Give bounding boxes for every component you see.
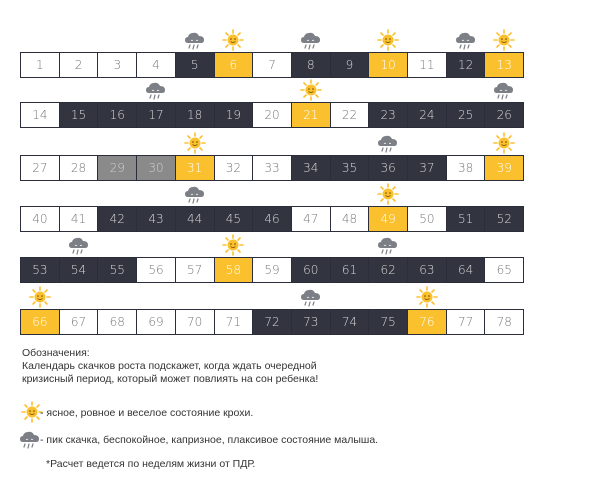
sun-icon	[376, 29, 400, 51]
week-number: 27	[32, 161, 48, 175]
week-number: 2	[74, 58, 83, 72]
week-number: 63	[419, 263, 435, 277]
week-cell-19	[214, 102, 254, 128]
week-cell-69	[136, 309, 176, 335]
week-cell-59	[252, 257, 292, 283]
calendar-row	[20, 102, 576, 128]
week-number: 17	[148, 108, 164, 122]
week-number: 39	[496, 161, 512, 175]
week-cell-73	[291, 309, 331, 335]
week-number: 47	[303, 212, 319, 226]
week-number: 71	[225, 315, 241, 329]
rain-cloud-icon	[299, 286, 323, 308]
week-cell-70	[175, 309, 215, 335]
week-cell-49	[368, 206, 408, 232]
week-cell-43	[136, 206, 176, 232]
week-cell-51	[446, 206, 486, 232]
week-cell-24	[407, 102, 447, 128]
week-number: 4	[152, 58, 160, 72]
week-cell-64	[446, 257, 486, 283]
legend-block	[22, 347, 318, 386]
week-cell-47	[291, 206, 331, 232]
week-number: 24	[419, 108, 435, 122]
week-number: 28	[70, 161, 87, 175]
week-number: 1	[36, 58, 44, 72]
week-cell-34	[291, 155, 331, 181]
week-cell-36	[368, 155, 408, 181]
week-cell-57	[175, 257, 215, 283]
week-number: 12	[457, 58, 474, 72]
week-cell-22	[330, 102, 370, 128]
week-cell-53	[20, 257, 60, 283]
week-cell-41	[59, 206, 99, 232]
week-number: 26	[496, 108, 512, 122]
week-number: 58	[225, 263, 241, 277]
week-number: 62	[380, 263, 396, 277]
week-number: 53	[32, 263, 48, 277]
sun-icon	[221, 234, 245, 256]
week-cell-35	[330, 155, 370, 181]
week-cell-10	[368, 52, 408, 78]
week-cell-32	[214, 155, 254, 181]
week-cell-65	[484, 257, 524, 283]
week-cell-72	[252, 309, 292, 335]
week-number: 38	[457, 161, 474, 175]
week-number: 43	[148, 212, 164, 226]
week-number: 73	[303, 315, 319, 329]
week-cell-55	[97, 257, 137, 283]
week-cell-38	[446, 155, 486, 181]
week-cell-74	[330, 309, 370, 335]
week-cell-3	[97, 52, 137, 78]
week-number: 46	[264, 212, 280, 226]
rain-cloud-icon	[183, 183, 207, 205]
week-cell-21	[291, 102, 331, 128]
sun-icon	[183, 132, 207, 154]
legend-description-line-2: кризисный период, который может повлиять на сон ребенка!	[22, 373, 319, 385]
week-cell-7	[252, 52, 292, 78]
week-cell-39	[484, 155, 524, 181]
week-cell-30	[136, 155, 176, 181]
week-number: 67	[70, 315, 87, 329]
week-cell-76	[407, 309, 447, 335]
week-cell-58	[214, 257, 254, 283]
week-cell-63	[407, 257, 447, 283]
footnote: *Расчет ведется по неделям жизни от ПДР.	[46, 458, 256, 470]
legend-description-line-1: Календарь скачков роста подскажет, когда ждать очередной	[22, 360, 317, 372]
week-number: 78	[496, 315, 512, 329]
week-cell-25	[446, 102, 486, 128]
week-cell-29	[97, 155, 137, 181]
week-cell-66	[20, 309, 60, 335]
week-number: 72	[264, 315, 280, 329]
week-number: 64	[457, 263, 474, 277]
week-number: 61	[341, 263, 358, 277]
week-number: 36	[380, 161, 396, 175]
week-cell-54	[59, 257, 99, 283]
week-number: 6	[229, 58, 238, 72]
sun-icon	[28, 286, 52, 308]
week-cell-62	[368, 257, 408, 283]
week-number: 18	[187, 108, 203, 122]
week-number: 74	[341, 315, 358, 329]
week-cell-12	[446, 52, 486, 78]
week-number: 37	[419, 161, 435, 175]
week-cell-13	[484, 52, 524, 78]
week-number: 30	[148, 161, 164, 175]
week-cell-37	[407, 155, 447, 181]
week-number: 41	[70, 212, 87, 226]
week-cell-60	[291, 257, 331, 283]
week-number: 23	[380, 108, 396, 122]
week-number: 5	[190, 58, 199, 72]
week-number: 76	[419, 315, 435, 329]
sun-icon	[492, 132, 516, 154]
week-number: 21	[303, 108, 319, 122]
week-cell-6	[214, 52, 254, 78]
week-number: 13	[496, 58, 512, 72]
sun-icon	[492, 29, 516, 51]
week-cell-42	[97, 206, 137, 232]
week-cell-61	[330, 257, 370, 283]
week-cell-48	[330, 206, 370, 232]
week-cell-33	[252, 155, 292, 181]
week-cell-67	[59, 309, 99, 335]
week-number: 44	[187, 212, 203, 226]
week-number: 20	[264, 108, 280, 122]
week-number: 15	[70, 108, 87, 122]
week-number: 34	[303, 161, 319, 175]
week-cell-1	[20, 52, 60, 78]
calendar-row	[20, 257, 576, 283]
week-cell-71	[214, 309, 254, 335]
sun-icon	[376, 183, 400, 205]
week-number: 32	[225, 161, 241, 175]
sun-icon	[415, 286, 439, 308]
week-number: 69	[148, 315, 164, 329]
week-number: 52	[496, 212, 512, 226]
week-number: 75	[380, 315, 396, 329]
rain-cloud-icon	[67, 234, 91, 256]
week-number: 40	[32, 212, 48, 226]
rain-cloud-icon	[492, 79, 516, 101]
week-cell-40	[20, 206, 60, 232]
week-number: 70	[187, 315, 203, 329]
week-number: 16	[109, 108, 125, 122]
week-cell-52	[484, 206, 524, 232]
week-cell-28	[59, 155, 99, 181]
week-number: 50	[419, 212, 435, 226]
week-number: 19	[225, 108, 241, 122]
week-cell-27	[20, 155, 60, 181]
week-cell-50	[407, 206, 447, 232]
week-cell-26	[484, 102, 524, 128]
week-cell-16	[97, 102, 137, 128]
week-number: 55	[109, 263, 125, 277]
week-number: 68	[109, 315, 125, 329]
week-cell-45	[214, 206, 254, 232]
week-cell-14	[20, 102, 60, 128]
week-number: 33	[264, 161, 280, 175]
week-cell-56	[136, 257, 176, 283]
week-cell-77	[446, 309, 486, 335]
week-number: 56	[148, 263, 164, 277]
week-number: 31	[187, 161, 203, 175]
week-cell-68	[97, 309, 137, 335]
week-cell-2	[59, 52, 99, 78]
week-number: 51	[457, 212, 474, 226]
week-number: 66	[32, 315, 48, 329]
week-number: 29	[109, 161, 125, 175]
week-cell-75	[368, 309, 408, 335]
week-number: 42	[109, 212, 125, 226]
week-number: 48	[341, 212, 358, 226]
week-number: 14	[32, 108, 48, 122]
week-number: 35	[341, 161, 358, 175]
rain-cloud-icon	[18, 428, 42, 450]
week-cell-46	[252, 206, 292, 232]
calendar-row	[20, 309, 576, 335]
legend-cloud-text: - пик скачка, беспокойное, капризное, плаксивое состояние малыша.	[40, 434, 379, 446]
rain-cloud-icon	[454, 29, 478, 51]
week-cell-20	[252, 102, 292, 128]
week-cell-44	[175, 206, 215, 232]
sun-icon	[221, 29, 245, 51]
week-number: 54	[70, 263, 87, 277]
week-cell-31	[175, 155, 215, 181]
week-number: 59	[264, 263, 280, 277]
legend-sun-text: - ясное, ровное и веселое состояние крохи.	[40, 407, 254, 419]
week-number: 49	[380, 212, 396, 226]
rain-cloud-icon	[183, 29, 207, 51]
week-number: 10	[380, 58, 396, 72]
week-number: 45	[225, 212, 241, 226]
week-number: 77	[457, 315, 474, 329]
week-number: 9	[345, 58, 354, 72]
week-cell-4	[136, 52, 176, 78]
week-number: 11	[419, 58, 435, 72]
week-cell-17	[136, 102, 176, 128]
week-cell-15	[59, 102, 99, 128]
week-cell-78	[484, 309, 524, 335]
calendar-row	[20, 206, 576, 232]
rain-cloud-icon	[376, 132, 400, 154]
calendar-row	[20, 52, 576, 78]
week-number: 7	[268, 58, 276, 72]
week-number: 3	[113, 58, 122, 72]
week-number: 57	[187, 263, 203, 277]
rain-cloud-icon	[299, 29, 323, 51]
week-cell-5	[175, 52, 215, 78]
week-number: 65	[496, 263, 512, 277]
week-cell-8	[291, 52, 331, 78]
sun-icon	[299, 79, 323, 101]
week-number: 60	[303, 263, 319, 277]
rain-cloud-icon	[144, 79, 168, 101]
week-cell-18	[175, 102, 215, 128]
week-cell-9	[330, 52, 370, 78]
week-number: 8	[306, 58, 315, 72]
week-number: 22	[341, 108, 358, 122]
week-cell-23	[368, 102, 408, 128]
calendar-row	[20, 155, 576, 181]
rain-cloud-icon	[376, 234, 400, 256]
week-number: 25	[457, 108, 474, 122]
legend-heading: Обозначения:	[22, 347, 90, 359]
week-cell-11	[407, 52, 447, 78]
